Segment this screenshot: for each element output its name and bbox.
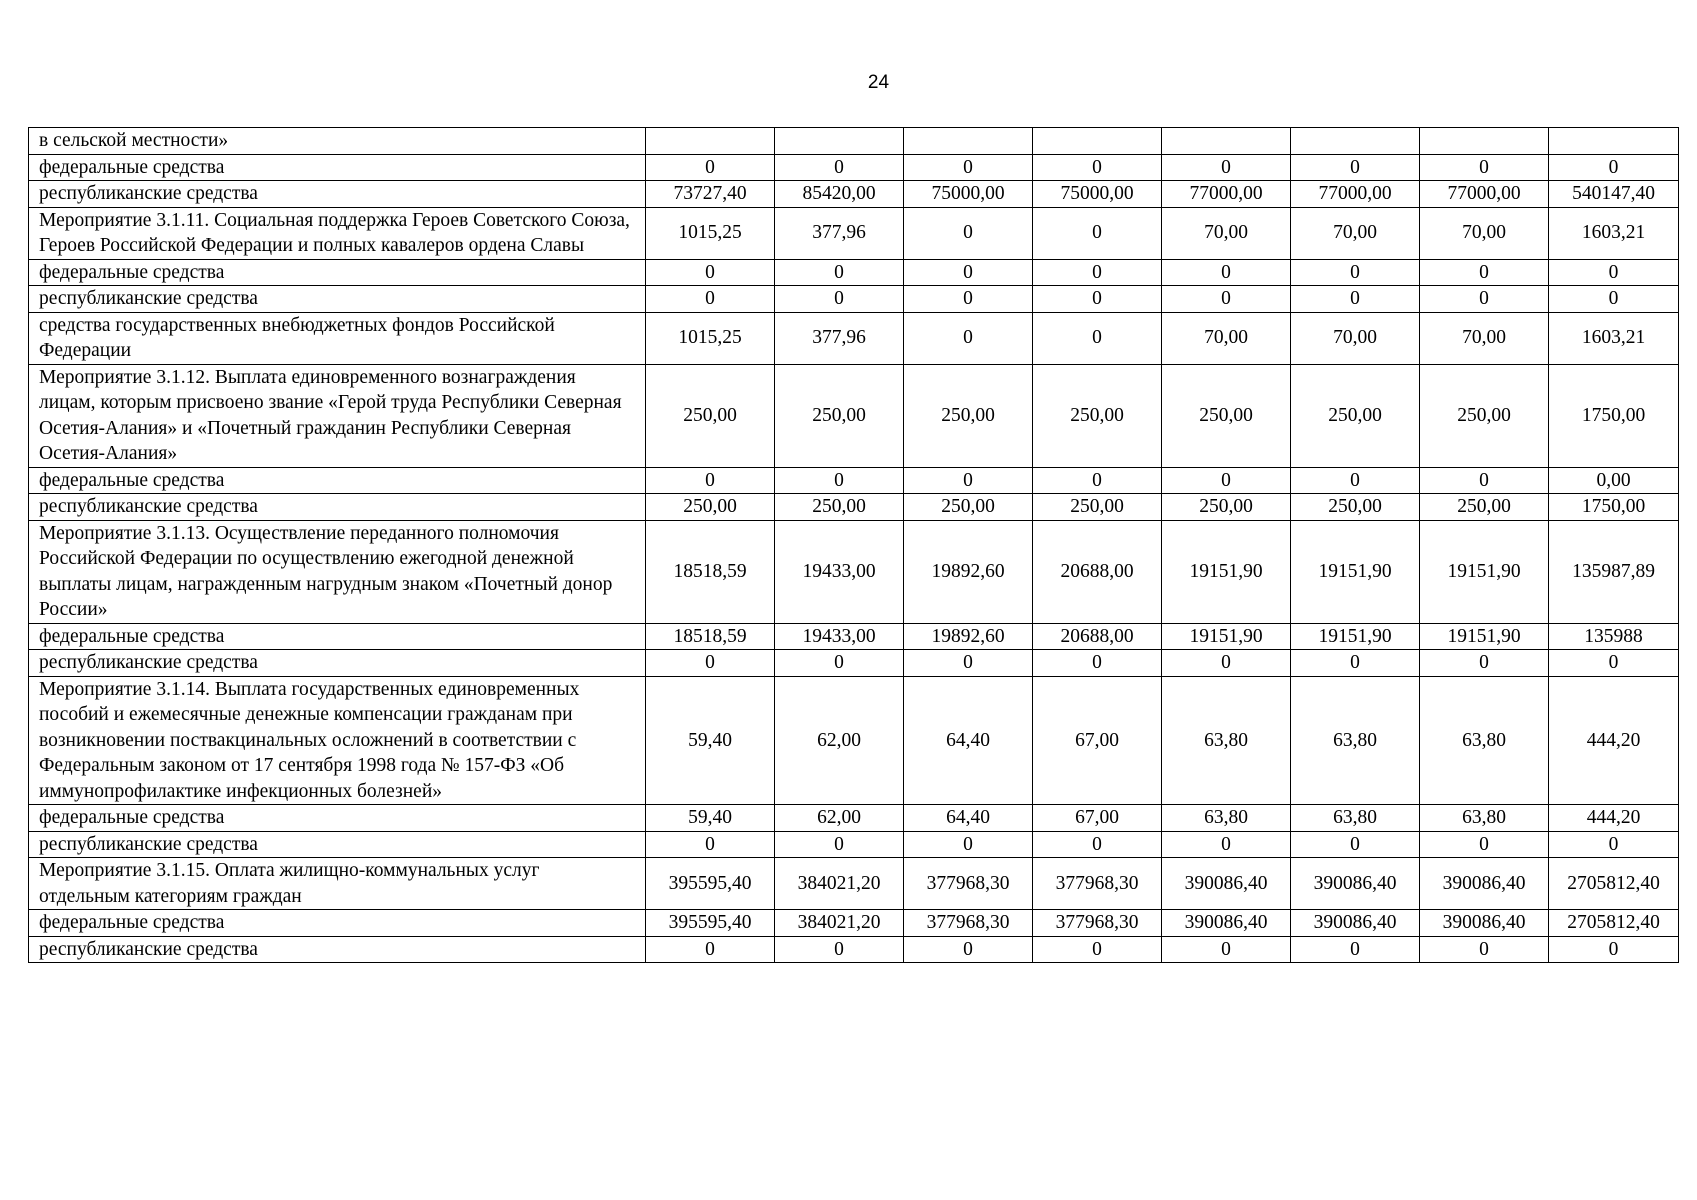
cell-value: 250,00 xyxy=(904,494,1033,521)
cell-value: 0 xyxy=(1420,154,1549,181)
cell-total: 444,20 xyxy=(1549,676,1679,805)
table-row xyxy=(29,154,1679,181)
cell-value: 70,00 xyxy=(1291,312,1420,364)
cell-value: 395595,40 xyxy=(646,910,775,937)
row-label: федеральные средства xyxy=(29,259,646,286)
cell-value xyxy=(1033,128,1162,155)
cell-value: 19151,90 xyxy=(1162,623,1291,650)
cell-value: 62,00 xyxy=(775,676,904,805)
cell-value: 0 xyxy=(1420,831,1549,858)
cell-value xyxy=(904,128,1033,155)
table-row xyxy=(29,676,1679,805)
cell-value: 0 xyxy=(1033,207,1162,259)
cell-total: 1750,00 xyxy=(1549,364,1679,467)
cell-total: 2705812,40 xyxy=(1549,910,1679,937)
table-row xyxy=(29,650,1679,677)
cell-value: 250,00 xyxy=(1033,364,1162,467)
cell-value: 19151,90 xyxy=(1420,520,1549,623)
cell-value: 384021,20 xyxy=(775,858,904,910)
cell-value: 377968,30 xyxy=(1033,858,1162,910)
cell-value: 64,40 xyxy=(904,805,1033,832)
cell-value: 0 xyxy=(1420,286,1549,313)
cell-total: 0 xyxy=(1549,936,1679,963)
cell-value: 64,40 xyxy=(904,676,1033,805)
row-label: в сельской местности» xyxy=(29,128,646,155)
cell-value: 250,00 xyxy=(1033,494,1162,521)
cell-value: 70,00 xyxy=(1420,312,1549,364)
cell-value: 0 xyxy=(775,831,904,858)
cell-value: 0 xyxy=(775,259,904,286)
cell-value: 0 xyxy=(1162,936,1291,963)
cell-value: 377,96 xyxy=(775,207,904,259)
cell-value: 19892,60 xyxy=(904,520,1033,623)
cell-value: 19151,90 xyxy=(1420,623,1549,650)
cell-value: 250,00 xyxy=(1291,494,1420,521)
cell-total: 540147,40 xyxy=(1549,181,1679,208)
cell-value: 0 xyxy=(1033,467,1162,494)
cell-value: 1015,25 xyxy=(646,312,775,364)
cell-value: 0 xyxy=(904,467,1033,494)
cell-value: 67,00 xyxy=(1033,676,1162,805)
cell-total: 135988 xyxy=(1549,623,1679,650)
cell-value: 0 xyxy=(1420,650,1549,677)
cell-value: 20688,00 xyxy=(1033,623,1162,650)
row-label: республиканские средства xyxy=(29,650,646,677)
cell-value: 75000,00 xyxy=(904,181,1033,208)
cell-value: 0 xyxy=(1162,154,1291,181)
cell-value: 19151,90 xyxy=(1162,520,1291,623)
cell-value: 0 xyxy=(904,936,1033,963)
row-label: федеральные средства xyxy=(29,910,646,937)
cell-value: 19433,00 xyxy=(775,520,904,623)
cell-value: 390086,40 xyxy=(1162,910,1291,937)
page-number: 24 xyxy=(867,72,890,93)
cell-total: 2705812,40 xyxy=(1549,858,1679,910)
table-row xyxy=(29,936,1679,963)
cell-value: 19892,60 xyxy=(904,623,1033,650)
cell-value: 67,00 xyxy=(1033,805,1162,832)
cell-value: 0 xyxy=(646,936,775,963)
table-row xyxy=(29,520,1679,623)
cell-value: 0 xyxy=(775,936,904,963)
cell-value: 0 xyxy=(646,650,775,677)
cell-value xyxy=(1420,128,1549,155)
cell-value: 377968,30 xyxy=(904,910,1033,937)
row-label: федеральные средства xyxy=(29,623,646,650)
cell-value: 0 xyxy=(1291,286,1420,313)
cell-value: 0 xyxy=(904,831,1033,858)
table-row xyxy=(29,467,1679,494)
cell-total: 0 xyxy=(1549,650,1679,677)
row-label: Мероприятие 3.1.13. Осуществление переданного полномочия Российской Федерации по осуществлению ежегодной денежной выплаты лицам, награжденным нагрудным знаком «Почетный донор России» xyxy=(29,520,646,623)
table-row xyxy=(29,207,1679,259)
cell-value: 0 xyxy=(1033,650,1162,677)
cell-total xyxy=(1549,128,1679,155)
cell-value: 0 xyxy=(775,650,904,677)
cell-value: 377968,30 xyxy=(904,858,1033,910)
cell-value: 70,00 xyxy=(1162,207,1291,259)
cell-value: 63,80 xyxy=(1162,676,1291,805)
cell-value xyxy=(646,128,775,155)
cell-value: 0 xyxy=(904,259,1033,286)
cell-value: 0 xyxy=(775,467,904,494)
cell-value: 0 xyxy=(1291,467,1420,494)
table-row xyxy=(29,858,1679,910)
cell-value: 0 xyxy=(904,286,1033,313)
cell-value: 0 xyxy=(1162,650,1291,677)
row-label: федеральные средства xyxy=(29,467,646,494)
cell-value: 59,40 xyxy=(646,676,775,805)
cell-value: 377968,30 xyxy=(1033,910,1162,937)
cell-value: 0 xyxy=(646,467,775,494)
cell-value xyxy=(1162,128,1291,155)
cell-value: 0 xyxy=(1033,312,1162,364)
cell-value: 77000,00 xyxy=(1162,181,1291,208)
cell-value: 390086,40 xyxy=(1291,910,1420,937)
cell-value: 0 xyxy=(1291,936,1420,963)
cell-value: 0 xyxy=(1162,286,1291,313)
cell-value: 19151,90 xyxy=(1291,520,1420,623)
table-row xyxy=(29,181,1679,208)
cell-value: 0 xyxy=(1420,467,1549,494)
cell-value xyxy=(775,128,904,155)
table-row xyxy=(29,831,1679,858)
row-label: республиканские средства xyxy=(29,494,646,521)
cell-value: 77000,00 xyxy=(1420,181,1549,208)
cell-value: 390086,40 xyxy=(1162,858,1291,910)
table-row xyxy=(29,910,1679,937)
cell-total: 0,00 xyxy=(1549,467,1679,494)
cell-value: 0 xyxy=(775,286,904,313)
cell-value: 0 xyxy=(1420,259,1549,286)
cell-total: 444,20 xyxy=(1549,805,1679,832)
cell-value: 0 xyxy=(775,154,904,181)
table-row xyxy=(29,494,1679,521)
row-label: средства государственных внебюджетных фондов Российской Федерации xyxy=(29,312,646,364)
cell-value: 250,00 xyxy=(1162,494,1291,521)
cell-value: 250,00 xyxy=(775,364,904,467)
cell-total: 1603,21 xyxy=(1549,312,1679,364)
cell-total: 1603,21 xyxy=(1549,207,1679,259)
cell-value: 0 xyxy=(1162,259,1291,286)
cell-value: 63,80 xyxy=(1420,676,1549,805)
cell-value: 0 xyxy=(1033,154,1162,181)
row-label: республиканские средства xyxy=(29,831,646,858)
row-label: Мероприятие 3.1.12. Выплата единовременного вознаграждения лицам, которым присвоено звание «Герой труда Республики Северная Осетия-Алания» и «Почетный гражданин Республики Северная Осетия-Алания» xyxy=(29,364,646,467)
table-row xyxy=(29,128,1679,155)
cell-value: 0 xyxy=(646,831,775,858)
cell-value: 250,00 xyxy=(775,494,904,521)
cell-value: 0 xyxy=(1033,286,1162,313)
row-label: федеральные средства xyxy=(29,154,646,181)
cell-value: 85420,00 xyxy=(775,181,904,208)
budget-table xyxy=(28,127,1679,963)
cell-value: 63,80 xyxy=(1420,805,1549,832)
cell-value: 0 xyxy=(1291,831,1420,858)
table-body xyxy=(29,128,1679,963)
cell-value: 73727,40 xyxy=(646,181,775,208)
row-label: республиканские средства xyxy=(29,936,646,963)
cell-value: 250,00 xyxy=(1420,494,1549,521)
cell-value: 20688,00 xyxy=(1033,520,1162,623)
cell-value: 384021,20 xyxy=(775,910,904,937)
cell-value: 0 xyxy=(1291,154,1420,181)
cell-value: 0 xyxy=(1033,831,1162,858)
row-label: республиканские средства xyxy=(29,181,646,208)
cell-value: 0 xyxy=(646,286,775,313)
cell-total: 1750,00 xyxy=(1549,494,1679,521)
cell-value: 390086,40 xyxy=(1291,858,1420,910)
cell-value: 18518,59 xyxy=(646,520,775,623)
cell-value: 0 xyxy=(904,207,1033,259)
cell-value: 250,00 xyxy=(1291,364,1420,467)
cell-value: 390086,40 xyxy=(1420,858,1549,910)
cell-value: 63,80 xyxy=(1291,676,1420,805)
cell-value: 250,00 xyxy=(904,364,1033,467)
cell-value: 0 xyxy=(904,312,1033,364)
row-label: Мероприятие 3.1.14. Выплата государственных единовременных пособий и ежемесячные денежные компенсации гражданам при возникновении поствакцинальных осложнений в соответствии с Федеральным законом от 17 сентября 1998 года № 157-ФЗ «Об иммунопрофилактике инфекционных болезней» xyxy=(29,676,646,805)
cell-value: 0 xyxy=(646,154,775,181)
cell-value: 63,80 xyxy=(1291,805,1420,832)
cell-total: 0 xyxy=(1549,286,1679,313)
row-label: федеральные средства xyxy=(29,805,646,832)
table-row xyxy=(29,364,1679,467)
cell-value: 59,40 xyxy=(646,805,775,832)
table-row xyxy=(29,259,1679,286)
cell-value: 0 xyxy=(904,650,1033,677)
cell-total: 135987,89 xyxy=(1549,520,1679,623)
cell-value: 75000,00 xyxy=(1033,181,1162,208)
row-label: республиканские средства xyxy=(29,286,646,313)
table-row xyxy=(29,805,1679,832)
cell-value: 250,00 xyxy=(1162,364,1291,467)
table-row xyxy=(29,623,1679,650)
cell-value: 62,00 xyxy=(775,805,904,832)
cell-value xyxy=(1291,128,1420,155)
cell-total: 0 xyxy=(1549,154,1679,181)
cell-total: 0 xyxy=(1549,831,1679,858)
cell-value: 70,00 xyxy=(1420,207,1549,259)
cell-value: 395595,40 xyxy=(646,858,775,910)
cell-value: 0 xyxy=(1162,831,1291,858)
cell-value: 0 xyxy=(1162,467,1291,494)
cell-value: 250,00 xyxy=(646,364,775,467)
cell-value: 70,00 xyxy=(1291,207,1420,259)
cell-value: 70,00 xyxy=(1162,312,1291,364)
cell-value: 19433,00 xyxy=(775,623,904,650)
cell-value: 0 xyxy=(1033,259,1162,286)
cell-value: 250,00 xyxy=(1420,364,1549,467)
cell-value: 63,80 xyxy=(1162,805,1291,832)
cell-value: 250,00 xyxy=(646,494,775,521)
cell-value: 0 xyxy=(646,259,775,286)
cell-value: 1015,25 xyxy=(646,207,775,259)
row-label: Мероприятие 3.1.15. Оплата жилищно-коммунальных услуг отдельным категориям граждан xyxy=(29,858,646,910)
table-row xyxy=(29,312,1679,364)
table-row xyxy=(29,286,1679,313)
cell-value: 0 xyxy=(1033,936,1162,963)
cell-value: 0 xyxy=(1291,259,1420,286)
cell-value: 19151,90 xyxy=(1291,623,1420,650)
cell-value: 0 xyxy=(904,154,1033,181)
cell-value: 390086,40 xyxy=(1420,910,1549,937)
row-label: Мероприятие 3.1.11. Социальная поддержка Героев Советского Союза, Героев Российской Федерации и полных кавалеров ордена Славы xyxy=(29,207,646,259)
cell-value: 0 xyxy=(1291,650,1420,677)
cell-value: 77000,00 xyxy=(1291,181,1420,208)
cell-value: 377,96 xyxy=(775,312,904,364)
cell-value: 18518,59 xyxy=(646,623,775,650)
cell-total: 0 xyxy=(1549,259,1679,286)
cell-value: 0 xyxy=(1420,936,1549,963)
